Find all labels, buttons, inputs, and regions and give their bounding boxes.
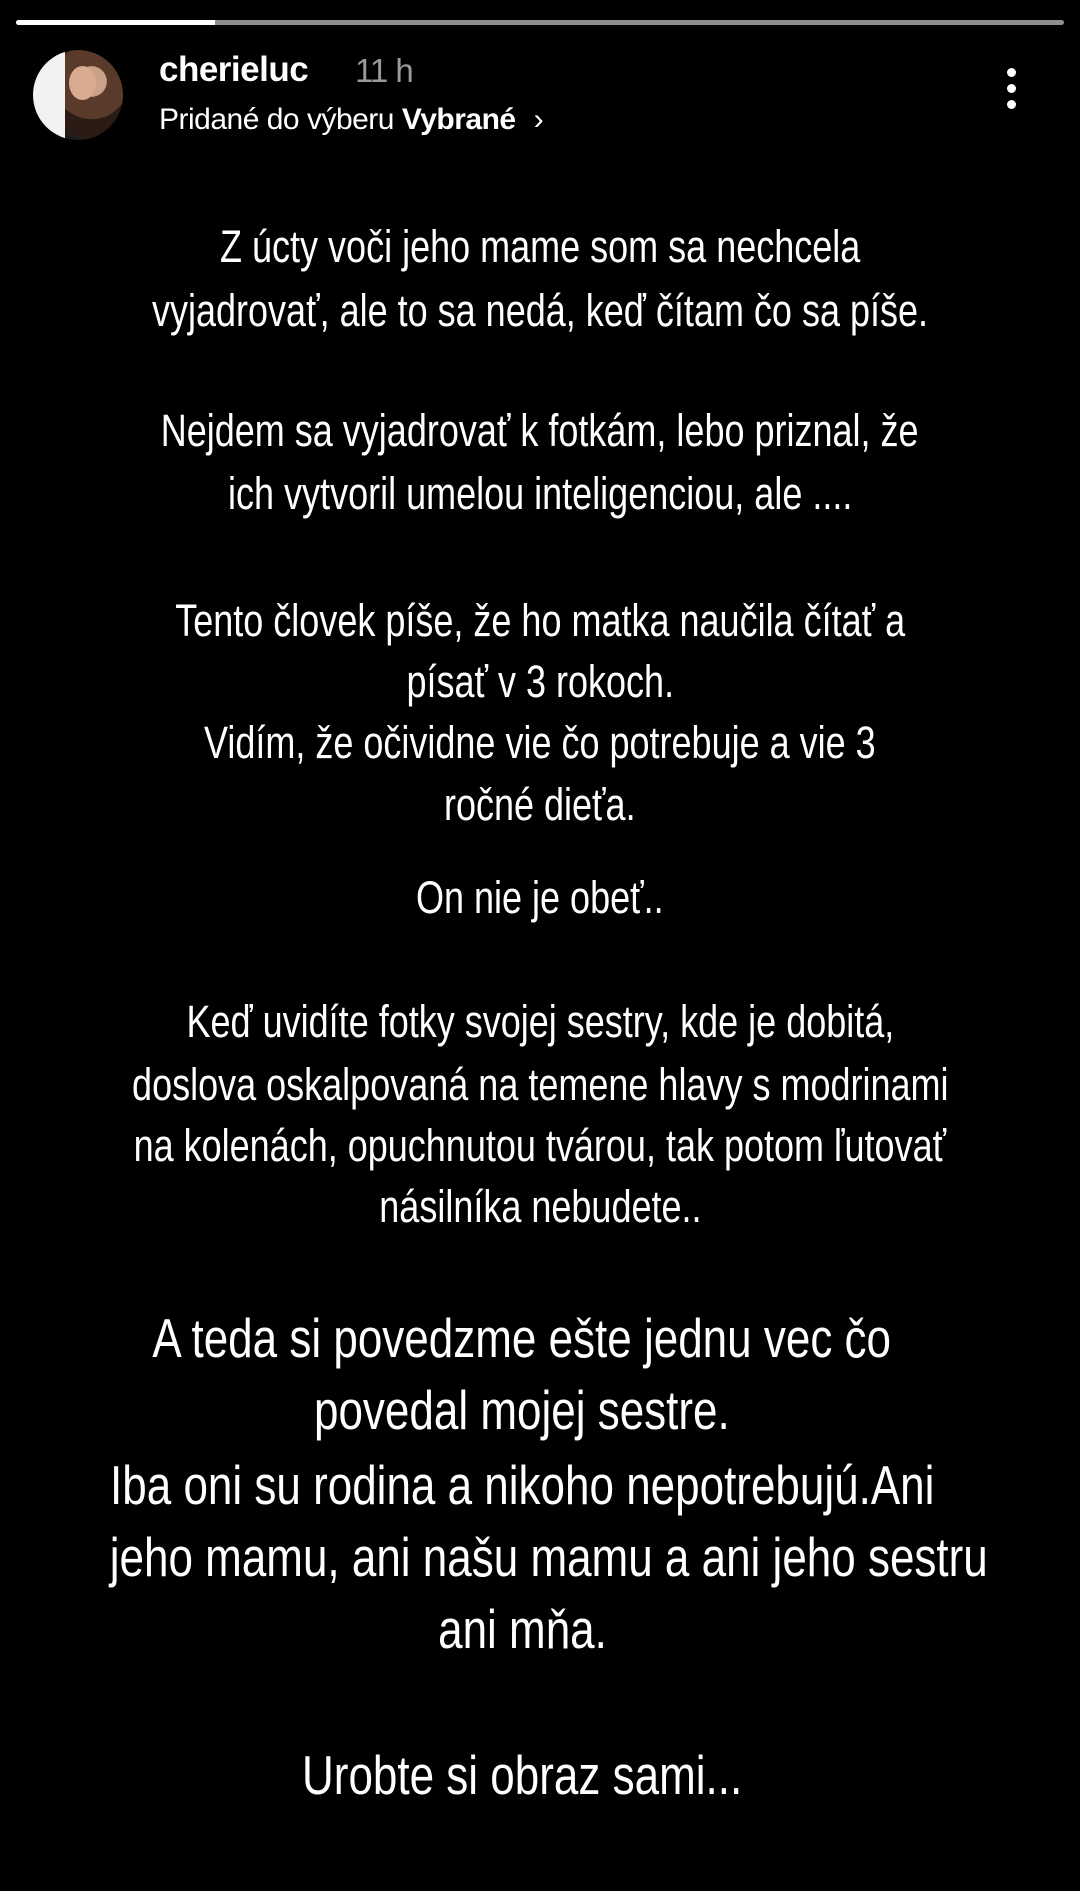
story-text-line: jeho mamu, ani našu mamu a ani jeho sestru xyxy=(109,1526,988,1588)
story-text-line: Z úcty voči jeho mame som sa nechcela xyxy=(219,221,861,272)
highlight-name: Vybrané xyxy=(401,103,516,136)
story-text-line: násilníka nebudete.. xyxy=(378,1181,702,1232)
post-time: 11 h xyxy=(355,52,413,89)
story-text-line: vyjadrovať, ale to sa nedá, keď čítam čo sa píše. xyxy=(151,285,929,336)
story-text-line: Iba oni su rodina a nikoho nepotrebujú.Ani xyxy=(109,1454,935,1516)
story-text-line: ani mňa. xyxy=(437,1598,607,1660)
story-text-line: doslova oskalpovaná na temene hlavy s modrinami xyxy=(131,1059,949,1110)
story-text-line: na kolenách, opuchnutou tvárou, tak potom ľutovať xyxy=(133,1120,947,1171)
story-text-line: On nie je obeť.. xyxy=(416,872,664,923)
story-text-line: ročné dieťa. xyxy=(444,779,636,830)
story-text-line: A teda si povedzme ešte jednu vec čo xyxy=(152,1307,892,1369)
story-text-line: Tento človek píše, že ho matka naučila čítať a xyxy=(175,595,905,646)
story-text-line: Keď uvidíte fotky svojej sestry, kde je dobitá, xyxy=(186,996,894,1047)
story-text-line: ich vytvoril umelou inteligenciou, ale .... xyxy=(227,468,853,519)
highlight-link[interactable] xyxy=(159,103,543,137)
more-options-button[interactable] xyxy=(996,68,1026,118)
story-progress-fill xyxy=(16,20,215,25)
story-text-line: povedal mojej sestre. xyxy=(314,1379,730,1441)
story-text-line: Vidím, že očividne vie čo potrebuje a vie 3 xyxy=(204,717,876,768)
avatar[interactable] xyxy=(33,50,123,140)
more-vertical-icon xyxy=(996,68,1026,109)
added-prefix: Pridané do výberu xyxy=(159,103,394,136)
username[interactable]: cherieluc xyxy=(159,50,309,89)
story-progress-bar xyxy=(16,20,1064,25)
story-text-line: Nejdem sa vyjadrovať k fotkám, lebo priznal, že xyxy=(161,405,919,456)
story-text-line: Urobte si obraz sami... xyxy=(301,1744,743,1806)
chevron-right-icon: › xyxy=(533,103,544,136)
story-text-line: písať v 3 rokoch. xyxy=(406,656,674,707)
